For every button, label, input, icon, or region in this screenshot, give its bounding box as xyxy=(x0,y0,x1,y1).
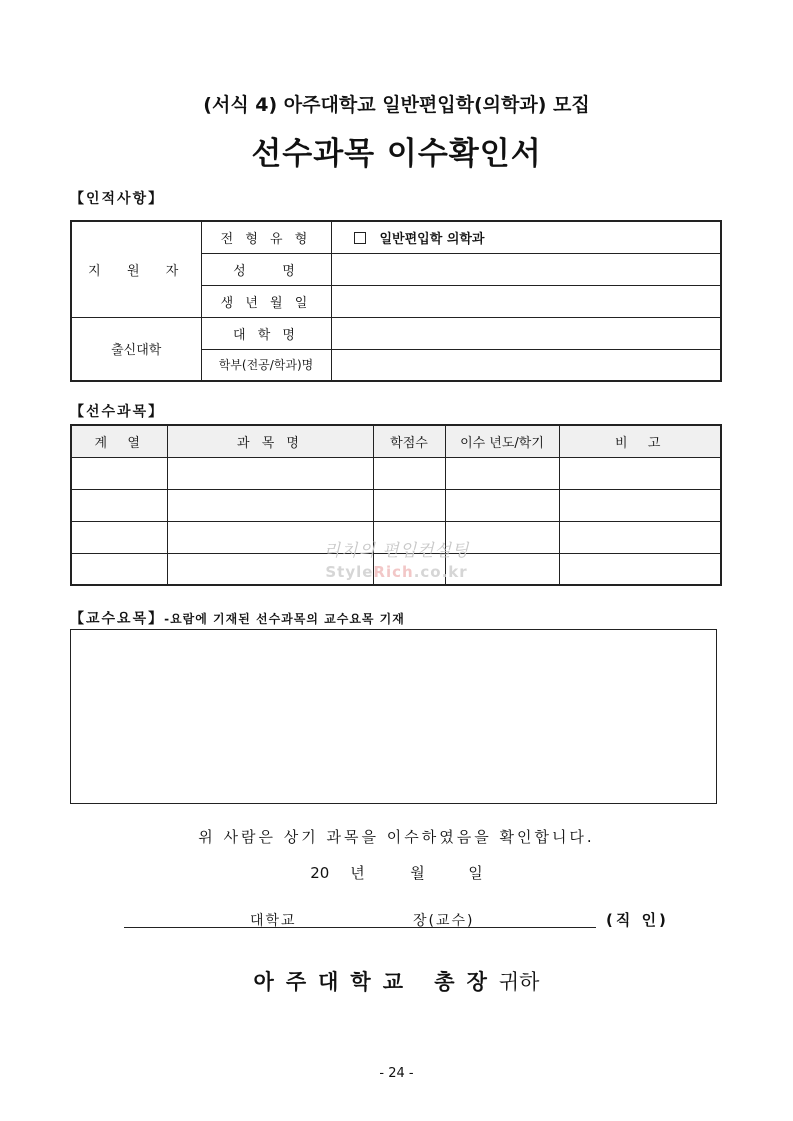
official-seal-label: (직 인) xyxy=(606,911,669,929)
course-remarks-cell[interactable] xyxy=(559,489,721,521)
name-label: 성 명 xyxy=(201,253,331,285)
watermark xyxy=(0,536,793,581)
watermark-style: Style xyxy=(325,563,374,581)
syllabus-box[interactable] xyxy=(70,629,717,804)
head-label: 장(교수) xyxy=(413,913,475,929)
document-title: 선수과목 이수확인서 xyxy=(251,136,542,172)
university-label: 대학교 xyxy=(250,913,297,929)
date-day-unit: 일 xyxy=(468,864,483,882)
date-year-unit: 년 xyxy=(350,864,365,882)
admission-type-cell[interactable] xyxy=(331,221,721,253)
date-year[interactable]: 20 xyxy=(310,864,330,882)
watermark-domain: .co.kr xyxy=(413,563,468,581)
admission-type-label: 전 형 유 형 xyxy=(201,221,331,253)
course-remarks-cell[interactable] xyxy=(559,457,721,489)
syllabus-section-title: 【교수요목】 xyxy=(70,611,165,627)
date-month-unit: 월 xyxy=(410,864,425,882)
admission-type-value: 일반편입학 의학과 xyxy=(379,231,485,247)
col-header-term: 이수 년도/학기 xyxy=(445,425,559,457)
watermark-line2 xyxy=(0,563,793,581)
course-credits-cell[interactable] xyxy=(373,457,445,489)
major-label: 학부(전공/학과)명 xyxy=(201,349,331,381)
school-group-label: 출신대학 xyxy=(71,317,201,381)
confirmation-statement: 위 사람은 상기 과목을 이수하였음을 확인합니다. xyxy=(198,828,595,846)
course-name-cell[interactable] xyxy=(167,457,373,489)
form-label: (서식 4) 아주대학교 일반편입학(의학과) 모집 xyxy=(203,94,590,116)
page-number: - 24 - xyxy=(379,1066,414,1081)
major-field[interactable] xyxy=(331,349,721,381)
col-header-field: 계 열 xyxy=(71,425,167,457)
watermark-rich: Rich xyxy=(373,563,414,581)
col-header-credits: 학점수 xyxy=(373,425,445,457)
course-credits-cell[interactable] xyxy=(373,489,445,521)
addressee-name: 아주대학교 총장 xyxy=(253,970,499,994)
course-field-cell[interactable] xyxy=(71,489,167,521)
personal-info-table xyxy=(70,220,722,382)
personal-section-title: 【인적사항】 xyxy=(70,191,165,207)
col-header-course-name: 과 목 명 xyxy=(167,425,373,457)
signature-line[interactable] xyxy=(124,927,596,928)
addressee-suffix: 귀하 xyxy=(498,970,540,994)
university-name-label: 대 학 명 xyxy=(201,317,331,349)
birthdate-field[interactable] xyxy=(331,285,721,317)
admission-type-checkbox[interactable] xyxy=(354,232,366,244)
addressee xyxy=(0,966,793,996)
watermark-line1: 리치의 편입컨설팅 xyxy=(323,541,470,561)
date-line xyxy=(0,862,793,883)
table-row xyxy=(71,457,721,489)
courses-header-row xyxy=(71,425,721,457)
syllabus-section-header xyxy=(70,608,405,628)
course-term-cell[interactable] xyxy=(445,489,559,521)
syllabus-note: -요람에 기재된 선수과목의 교수요목 기재 xyxy=(164,612,405,626)
courses-section-title: 【선수과목】 xyxy=(70,404,165,420)
course-term-cell[interactable] xyxy=(445,457,559,489)
applicant-group-label: 지 원 자 xyxy=(71,221,201,317)
university-name-field[interactable] xyxy=(331,317,721,349)
course-name-cell[interactable] xyxy=(167,489,373,521)
birthdate-label: 생 년 월 일 xyxy=(201,285,331,317)
col-header-remarks: 비 고 xyxy=(559,425,721,457)
course-field-cell[interactable] xyxy=(71,457,167,489)
table-row xyxy=(71,489,721,521)
name-field[interactable] xyxy=(331,253,721,285)
